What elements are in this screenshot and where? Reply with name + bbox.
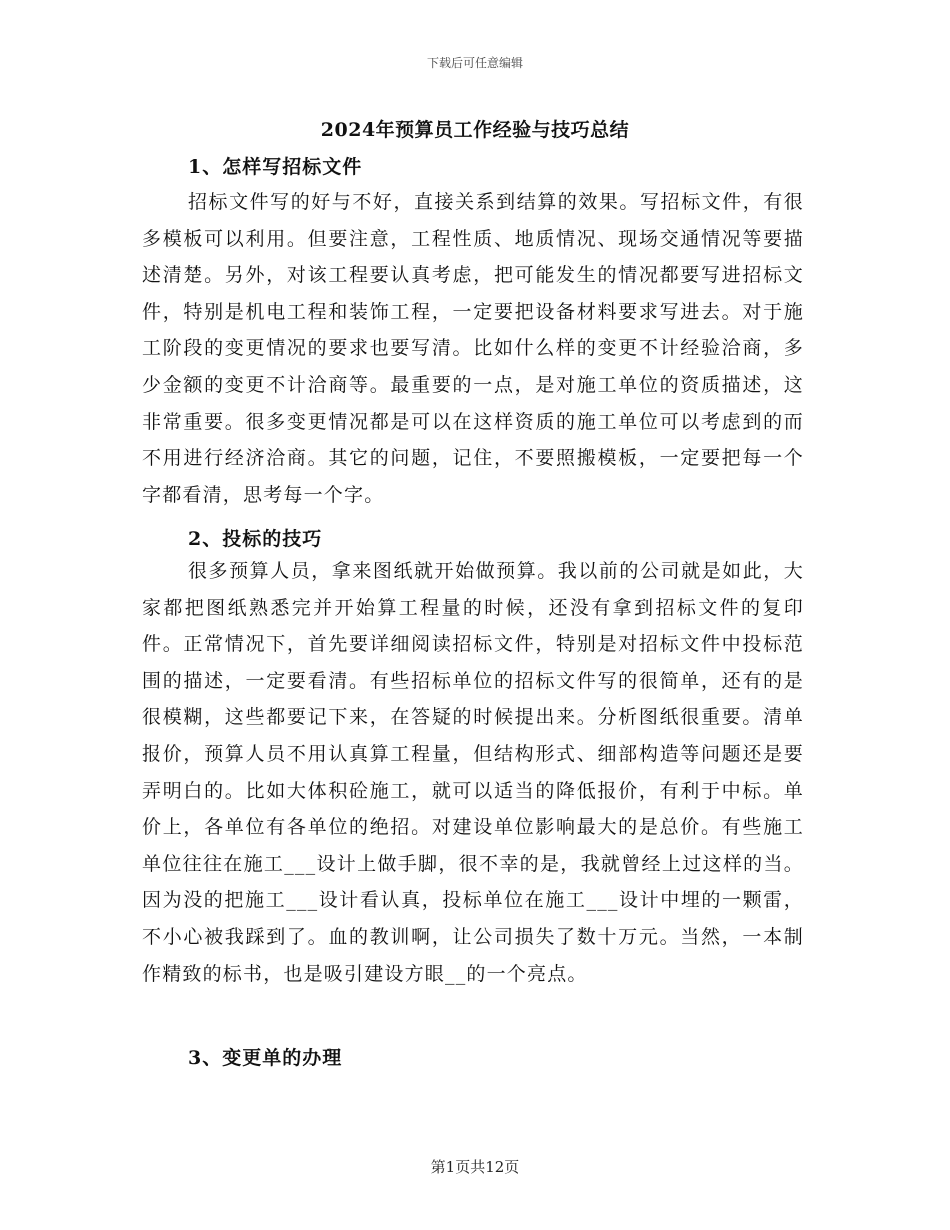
document-title: 2024年预算员工作经验与技巧总结 [320, 119, 630, 141]
section-paragraph-1: 招标文件写的好与不好，直接关系到结算的效果。写招标文件，有很多模板可以利用。但要注意，工程性质、地质情况、现场交通情况等要描述清楚。另外，对该工程要认真考虑，把可能发生的情况都要写进招标文件，特别是机电工程和装饰工程，一定要把设备材料要求写进去。对于施工阶段的变更情况的要求也要写清。比如什么样的变更不计经验洽商，多少金额的变更不计洽商等。最重要的一点，是对施工单位的资质描述，这非常重要。很多变更情况都是可以在这样资质的施工单位可以考虑到的而不用进行经济洽商。其它的问题，记住，不要照搬模板，一定要把每一个字都看清，思考每一个字。 [142, 191, 804, 506]
section-heading-2: 2、投标的技巧 [188, 528, 323, 550]
header-note: 下载后可任意编辑 [426, 56, 523, 70]
page-footer: 第1页共12页 [430, 1158, 520, 1176]
section-heading-3: 3、变更单的办理 [188, 1047, 343, 1069]
section-paragraph-2: 很多预算人员，拿来图纸就开始做预算。我以前的公司就是如此，大家都把图纸熟悉完并开始算工程量的时候，还没有拿到招标文件的复印件。正常情况下，首先要详细阅读招标文件，特别是对招标文件中投标范围的描述，一定要看清。有些招标单位的招标文件写的很简单，还有的是很模糊，这些都要记下来，在答疑的时候提出来。分析图纸很重要。清单报价，预算人员不用认真算工程量，但结构形式、细部构造等问题还是要弄明白的。比如大体积砼施工，就可以适当的降低报价，有利于中标。单价上，各单位有各单位的绝招。对建设单位影响最大的是总价。有些施工单位往往在施工___设计上做手脚，很不幸的是，我就曾经上过这样的当。因为没的把施工___设计看认真，投标单位在施工___设计中埋的一颗雷，不小心被我踩到了。血的教训啊，让公司损失了数十万元。当然，一本制作精致的标书，也是吸引建设方眼__的一个亮点。 [142, 560, 804, 985]
section-heading-1: 1、怎样写招标文件 [188, 156, 363, 178]
